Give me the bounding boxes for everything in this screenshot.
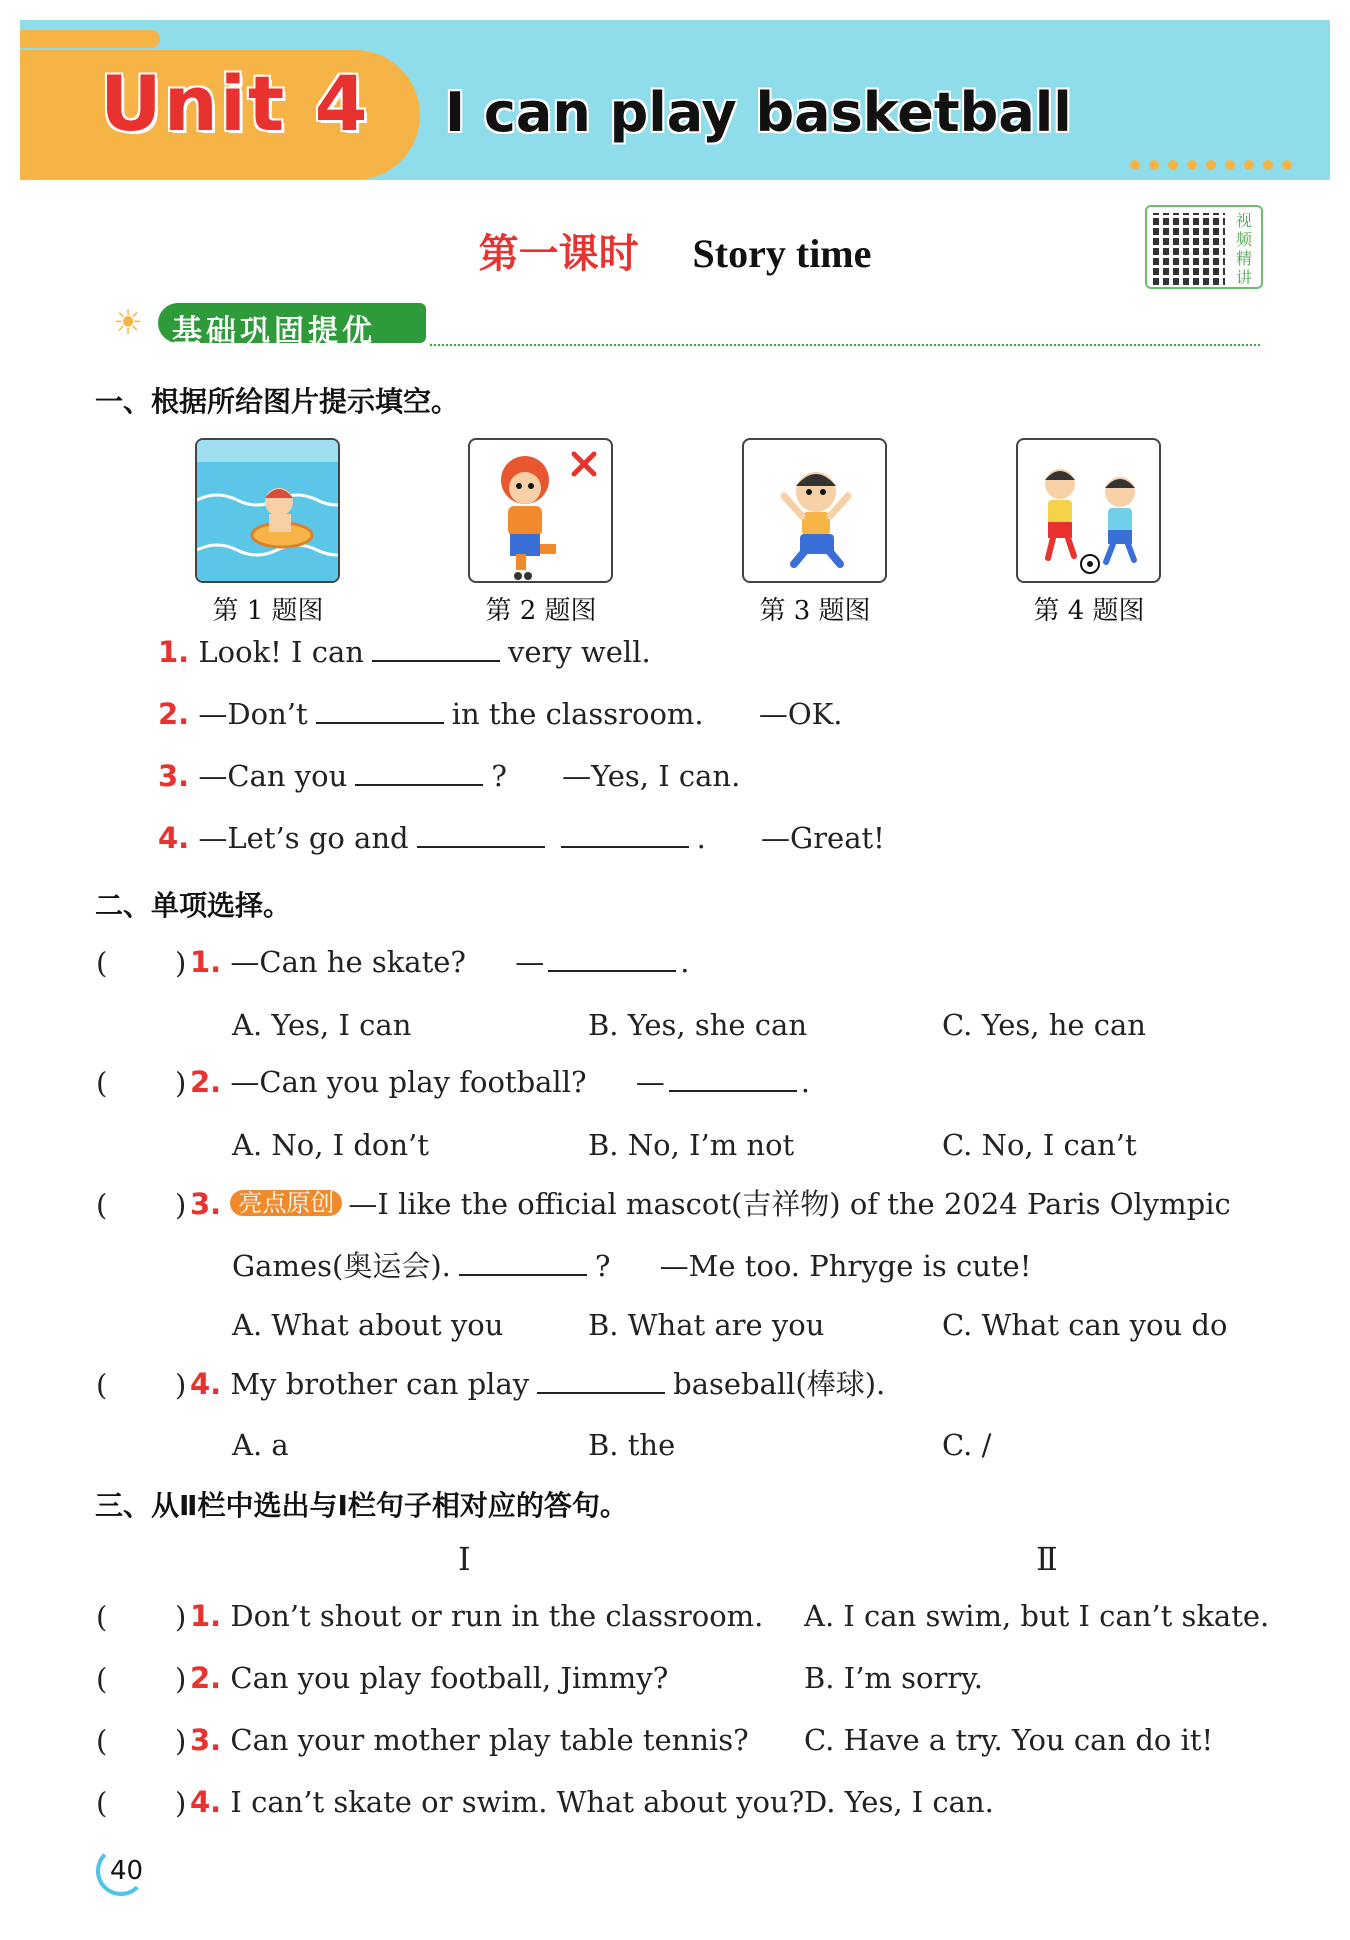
item-text: in the classroom. — [451, 697, 704, 731]
item-number: 3. — [190, 1723, 222, 1757]
question-text: —Can you play football? — [230, 1065, 587, 1099]
divider — [430, 344, 1260, 346]
picture-caption-1: 第 1 题图 — [212, 596, 324, 626]
sun-book-icon: ☀ — [112, 303, 144, 343]
match-left: I can’t skate or swim. What about you? — [230, 1785, 805, 1819]
option-c[interactable]: C. Yes, he can — [942, 1008, 1146, 1042]
qr-label: 视频精讲 — [1235, 211, 1252, 287]
answer-paren-close: ) — [175, 1600, 187, 1634]
item-number: 4. — [190, 1367, 222, 1401]
question-text: Games(奥运会). — [232, 1249, 451, 1283]
page-number: 40 — [110, 1856, 144, 1886]
jumping-boy-image — [744, 440, 887, 583]
qr-code-icon — [1153, 213, 1225, 285]
choice-question-3-cont — [232, 1249, 1032, 1283]
item-reply: —Yes, I can. — [562, 759, 741, 793]
item-text: very well. — [507, 635, 651, 669]
answer-paren-open[interactable]: ( — [96, 1066, 108, 1100]
answer-paren-open[interactable]: ( — [96, 1368, 108, 1402]
fill-item-4 — [158, 821, 885, 855]
fill-item-1 — [158, 635, 651, 669]
item-reply: —Great! — [761, 821, 885, 855]
option-b[interactable]: B. No, I’m not — [588, 1128, 795, 1162]
section-banner — [100, 300, 430, 349]
column-ii-label: Ⅱ — [1036, 1540, 1058, 1578]
picture-football — [1016, 438, 1161, 583]
answer-paren-close: ) — [175, 1066, 187, 1100]
item-number: 3. — [190, 1187, 222, 1221]
picture-caption-4: 第 4 题图 — [1033, 596, 1145, 626]
match-row-2 — [190, 1661, 669, 1695]
question-reply: —Me too. Phryge is cute! — [659, 1249, 1032, 1283]
answer-paren-close: ) — [175, 1662, 187, 1696]
answer-paren-open[interactable]: ( — [96, 1600, 108, 1634]
option-b[interactable]: B. the — [588, 1428, 676, 1462]
item-text: —Let’s go and — [198, 821, 409, 855]
column-i-label: Ⅰ — [458, 1540, 471, 1578]
item-number: 2. — [190, 1661, 222, 1695]
answer-dash: — — [515, 945, 545, 979]
item-number: 4. — [190, 1785, 222, 1819]
question-end: . — [680, 945, 690, 979]
item-reply: —OK. — [758, 697, 843, 731]
answer-blank[interactable] — [537, 1370, 665, 1394]
match-right-b: B. I’m sorry. — [804, 1661, 983, 1695]
match-left: Can your mother play table tennis? — [230, 1723, 749, 1757]
option-c[interactable]: C. What can you do — [942, 1308, 1228, 1342]
item-number: 1. — [190, 945, 222, 979]
header-decoration — [20, 30, 160, 48]
match-row-1 — [190, 1599, 764, 1633]
item-text: ? — [491, 759, 507, 793]
answer-paren-close: ) — [175, 1368, 187, 1402]
video-qr-code[interactable] — [1145, 205, 1263, 289]
item-number: 1. — [190, 1599, 222, 1633]
answer-paren-open[interactable]: ( — [96, 946, 108, 980]
item-number: 2. — [158, 697, 190, 731]
swimming-boy-image — [197, 440, 340, 583]
item-number: 4. — [158, 821, 190, 855]
picture-skating — [468, 438, 613, 583]
answer-paren-close: ) — [175, 946, 187, 980]
option-a[interactable]: A. What about you — [232, 1308, 504, 1342]
item-text: . — [696, 821, 706, 855]
option-a[interactable]: A. a — [232, 1428, 289, 1462]
match-row-4 — [190, 1785, 805, 1819]
option-b[interactable]: B. What are you — [588, 1308, 825, 1342]
lesson-title-en: Story time — [692, 231, 872, 276]
option-a[interactable]: A. No, I don’t — [232, 1128, 429, 1162]
option-b[interactable]: B. Yes, she can — [588, 1008, 808, 1042]
answer-blank[interactable] — [417, 824, 545, 848]
option-a[interactable]: A. Yes, I can — [232, 1008, 412, 1042]
answer-blank[interactable] — [316, 700, 444, 724]
answer-blank[interactable] — [355, 762, 483, 786]
answer-paren-open[interactable]: ( — [96, 1786, 108, 1820]
answer-paren-close: ) — [175, 1188, 187, 1222]
item-text: —Don’t — [198, 697, 308, 731]
answer-paren-open[interactable]: ( — [96, 1188, 108, 1222]
item-number: 1. — [158, 635, 190, 669]
item-number: 2. — [190, 1065, 222, 1099]
playing-football-image — [1018, 440, 1161, 583]
picture-caption-2: 第 2 题图 — [485, 596, 597, 626]
part1-heading: 一、根据所给图片提示填空。 — [95, 385, 460, 418]
fill-item-2 — [158, 697, 843, 731]
choice-question-2 — [190, 1065, 810, 1099]
picture-swimming — [195, 438, 340, 583]
answer-blank[interactable] — [669, 1068, 797, 1092]
question-text: My brother can play — [230, 1367, 530, 1401]
choice-question-3 — [190, 1187, 1231, 1221]
option-c[interactable]: C. / — [942, 1428, 992, 1462]
answer-paren-open[interactable]: ( — [96, 1724, 108, 1758]
answer-blank[interactable] — [372, 638, 500, 662]
answer-paren-open[interactable]: ( — [96, 1662, 108, 1696]
match-row-3 — [190, 1723, 749, 1757]
choice-question-4 — [190, 1367, 886, 1401]
option-c[interactable]: C. No, I can’t — [942, 1128, 1137, 1162]
picture-caption-3: 第 3 题图 — [759, 596, 871, 626]
lesson-title-cn: 第一课时 — [478, 230, 639, 277]
match-right-a: A. I can swim, but I can’t skate. — [804, 1599, 1270, 1633]
picture-jumping — [742, 438, 887, 583]
answer-blank[interactable] — [548, 948, 676, 972]
question-end: . — [800, 1065, 810, 1099]
match-left: Can you play football, Jimmy? — [230, 1661, 669, 1695]
original-badge: 亮点原创 — [230, 1190, 342, 1216]
unit-label: Unit 4 — [100, 59, 370, 148]
answer-dash: — — [635, 1065, 665, 1099]
item-number: 3. — [158, 759, 190, 793]
fill-item-3 — [158, 759, 741, 793]
match-right-d: D. Yes, I can. — [804, 1785, 994, 1819]
question-text: —Can he skate? — [230, 945, 466, 979]
answer-blank[interactable] — [561, 824, 689, 848]
match-right-c: C. Have a try. You can do it! — [804, 1723, 1214, 1757]
question-text: —I like the official mascot(吉祥物) of the 2024 Paris Olympic — [348, 1187, 1231, 1221]
choice-question-1 — [190, 945, 690, 979]
answer-blank[interactable] — [459, 1252, 587, 1276]
unit-title: I can play basketball — [445, 81, 1072, 144]
question-end: ? — [594, 1249, 611, 1283]
header-dots — [1130, 160, 1292, 170]
answer-paren-close: ) — [175, 1724, 187, 1758]
banner-label: 基础巩固提优 — [172, 314, 376, 349]
skating-boy-image — [470, 440, 613, 583]
answer-paren-close: ) — [175, 1786, 187, 1820]
item-text: Look! I can — [198, 635, 364, 669]
item-text: —Can you — [198, 759, 348, 793]
part2-heading: 二、单项选择。 — [95, 889, 292, 922]
part3-heading: 三、从Ⅱ栏中选出与Ⅰ栏句子相对应的答句。 — [95, 1489, 628, 1522]
question-end: baseball(棒球). — [673, 1367, 886, 1401]
match-left: Don’t shout or run in the classroom. — [230, 1599, 764, 1633]
